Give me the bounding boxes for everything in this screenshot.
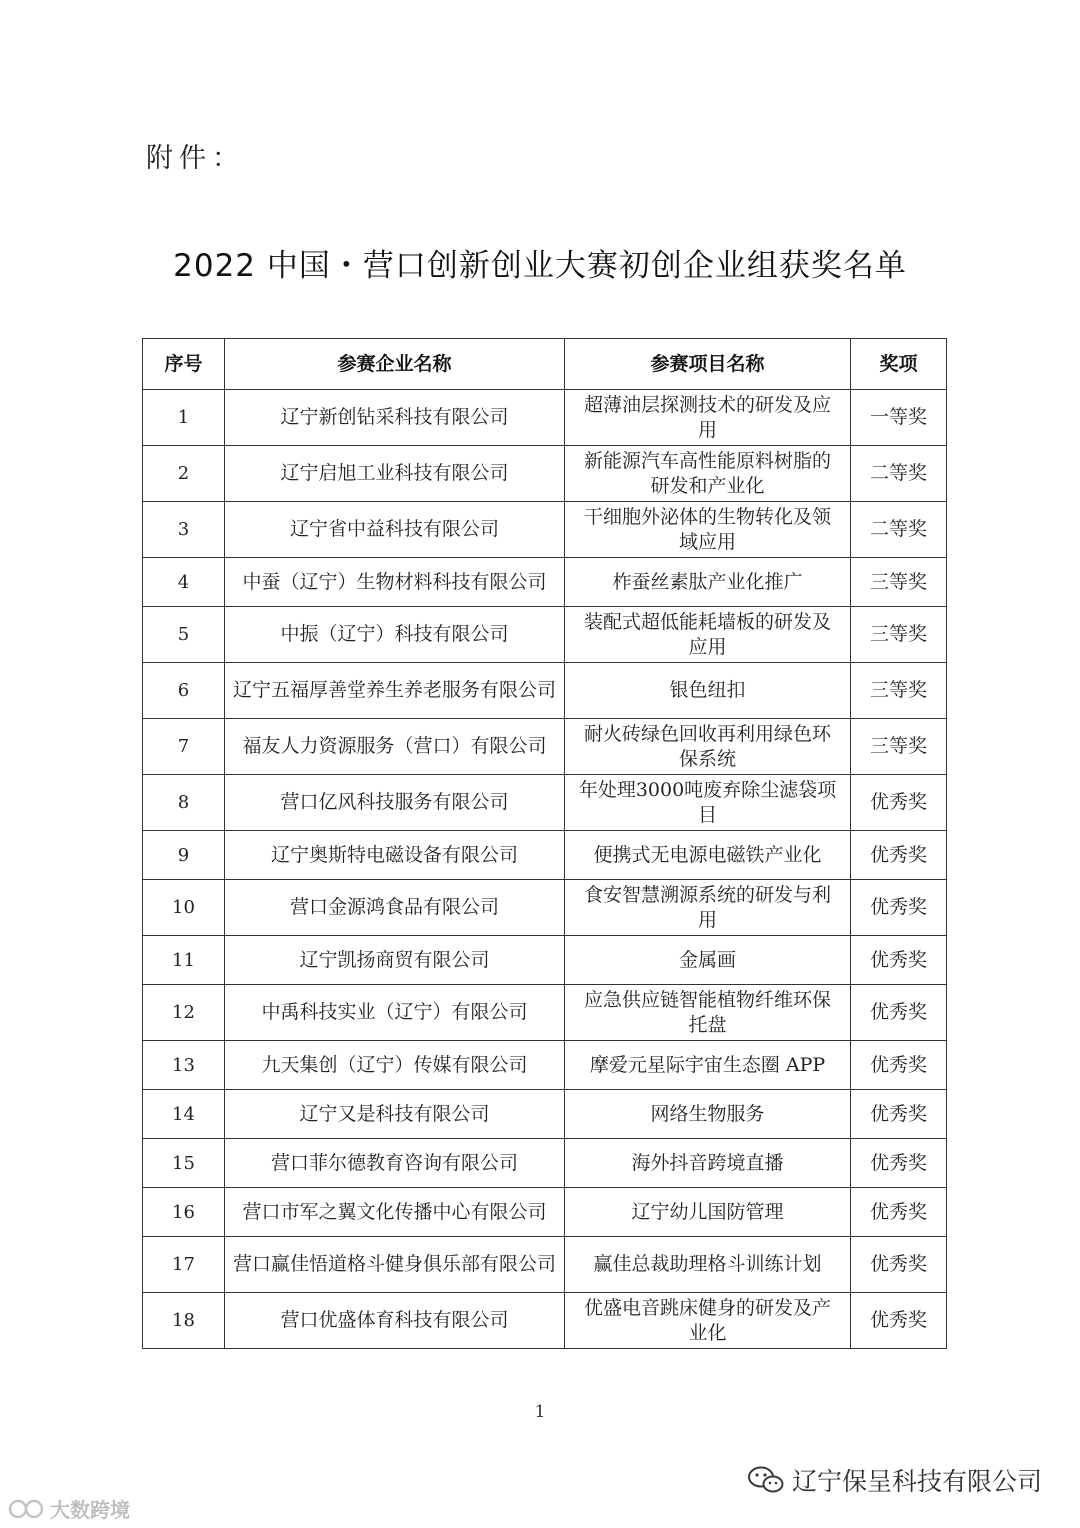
row-index: 11 [143, 936, 225, 985]
site-watermark [8, 1494, 130, 1523]
row-award: 二等奖 [851, 446, 947, 502]
row-project: 银色纽扣 [565, 663, 851, 719]
row-index: 13 [143, 1041, 225, 1090]
row-project: 赢佳总裁助理格斗训练计划 [565, 1237, 851, 1293]
row-project: 干细胞外泌体的生物转化及领域应用 [565, 502, 851, 558]
row-company: 辽宁新创钻采科技有限公司 [225, 390, 565, 446]
row-award: 三等奖 [851, 558, 947, 607]
wechat-account-name: 辽宁保呈科技有限公司 [791, 1467, 1042, 1496]
table-row [143, 1090, 947, 1139]
row-index: 3 [143, 502, 225, 558]
table-row [143, 446, 947, 502]
row-index: 10 [143, 880, 225, 936]
row-index: 5 [143, 607, 225, 663]
row-index: 1 [143, 390, 225, 446]
table-row [143, 719, 947, 775]
row-project: 年处理3000吨废弃除尘滤袋项目 [565, 775, 851, 831]
row-award: 优秀奖 [851, 1188, 947, 1237]
table-row [143, 985, 947, 1041]
row-award: 优秀奖 [851, 1041, 947, 1090]
row-project: 柞蚕丝素肽产业化推广 [565, 558, 851, 607]
document-title: 2022 中国・营口创新创业大赛初创企业组获奖名单 [173, 248, 907, 284]
row-index: 15 [143, 1139, 225, 1188]
row-company: 营口金源鸿食品有限公司 [225, 880, 565, 936]
row-company: 辽宁省中益科技有限公司 [225, 502, 565, 558]
site-name: 大数跨境 [50, 1498, 130, 1522]
row-index: 6 [143, 663, 225, 719]
row-project: 应急供应链智能植物纤维环保托盘 [565, 985, 851, 1041]
wechat-watermark [748, 1462, 1042, 1498]
row-company: 中振（辽宁）科技有限公司 [225, 607, 565, 663]
row-company: 福友人力资源服务（营口）有限公司 [225, 719, 565, 775]
table-row [143, 1293, 947, 1349]
row-award: 二等奖 [851, 502, 947, 558]
row-company: 营口优盛体育科技有限公司 [225, 1293, 565, 1349]
table-row [143, 936, 947, 985]
row-project: 网络生物服务 [565, 1090, 851, 1139]
row-project: 超薄油层探测技术的研发及应用 [565, 390, 851, 446]
table-row [143, 607, 947, 663]
page-number: 1 [534, 1402, 546, 1422]
site-logo-icon [8, 1497, 46, 1521]
row-award: 三等奖 [851, 663, 947, 719]
table-row [143, 502, 947, 558]
row-company: 辽宁五福厚善堂养生养老服务有限公司 [225, 663, 565, 719]
row-award: 优秀奖 [851, 775, 947, 831]
table-row [143, 775, 947, 831]
row-award: 优秀奖 [851, 936, 947, 985]
row-award: 优秀奖 [851, 1090, 947, 1139]
row-company: 营口亿风科技服务有限公司 [225, 775, 565, 831]
row-project: 新能源汽车高性能原料树脂的研发和产业化 [565, 446, 851, 502]
row-company: 营口赢佳悟道格斗健身俱乐部有限公司 [225, 1237, 565, 1293]
row-company: 辽宁凯扬商贸有限公司 [225, 936, 565, 985]
row-company: 辽宁又是科技有限公司 [225, 1090, 565, 1139]
row-award: 三等奖 [851, 607, 947, 663]
row-award: 优秀奖 [851, 880, 947, 936]
table-row [143, 1237, 947, 1293]
row-project: 优盛电音跳床健身的研发及产业化 [565, 1293, 851, 1349]
row-project: 食安智慧溯源系统的研发与利用 [565, 880, 851, 936]
row-index: 17 [143, 1237, 225, 1293]
header-project: 参赛项目名称 [565, 339, 851, 390]
table-row [143, 1139, 947, 1188]
table-row [143, 1188, 947, 1237]
row-award: 优秀奖 [851, 1237, 947, 1293]
row-award: 优秀奖 [851, 1293, 947, 1349]
row-project: 装配式超低能耗墙板的研发及应用 [565, 607, 851, 663]
row-project: 金属画 [565, 936, 851, 985]
row-index: 16 [143, 1188, 225, 1237]
row-project: 辽宁幼儿国防管理 [565, 1188, 851, 1237]
header-company: 参赛企业名称 [225, 339, 565, 390]
row-index: 18 [143, 1293, 225, 1349]
table-row [143, 880, 947, 936]
attachment-label: 附件： [146, 143, 245, 174]
row-award: 优秀奖 [851, 831, 947, 880]
row-company: 营口市军之翼文化传播中心有限公司 [225, 1188, 565, 1237]
row-index: 9 [143, 831, 225, 880]
table-row [143, 663, 947, 719]
row-index: 12 [143, 985, 225, 1041]
table-row [143, 558, 947, 607]
row-company: 辽宁奥斯特电磁设备有限公司 [225, 831, 565, 880]
header-award: 奖项 [851, 339, 947, 390]
awards-table [142, 338, 947, 1349]
table-row [143, 831, 947, 880]
row-company: 辽宁启旭工业科技有限公司 [225, 446, 565, 502]
row-project: 耐火砖绿色回收再利用绿色环保系统 [565, 719, 851, 775]
row-company: 中禹科技实业（辽宁）有限公司 [225, 985, 565, 1041]
row-index: 2 [143, 446, 225, 502]
row-award: 优秀奖 [851, 985, 947, 1041]
row-award: 优秀奖 [851, 1139, 947, 1188]
table-row [143, 390, 947, 446]
row-award: 一等奖 [851, 390, 947, 446]
table-row [143, 1041, 947, 1090]
row-company: 营口菲尔德教育咨询有限公司 [225, 1139, 565, 1188]
row-project: 摩爱元星际宇宙生态圈 APP [565, 1041, 851, 1090]
wechat-icon [748, 1466, 784, 1494]
row-company: 中蚕（辽宁）生物材料科技有限公司 [225, 558, 565, 607]
table-header-row [143, 339, 947, 390]
row-index: 14 [143, 1090, 225, 1139]
header-index: 序号 [143, 339, 225, 390]
row-project: 便携式无电源电磁铁产业化 [565, 831, 851, 880]
row-award: 三等奖 [851, 719, 947, 775]
row-index: 4 [143, 558, 225, 607]
row-index: 7 [143, 719, 225, 775]
row-index: 8 [143, 775, 225, 831]
row-project: 海外抖音跨境直播 [565, 1139, 851, 1188]
row-company: 九天集创（辽宁）传媒有限公司 [225, 1041, 565, 1090]
